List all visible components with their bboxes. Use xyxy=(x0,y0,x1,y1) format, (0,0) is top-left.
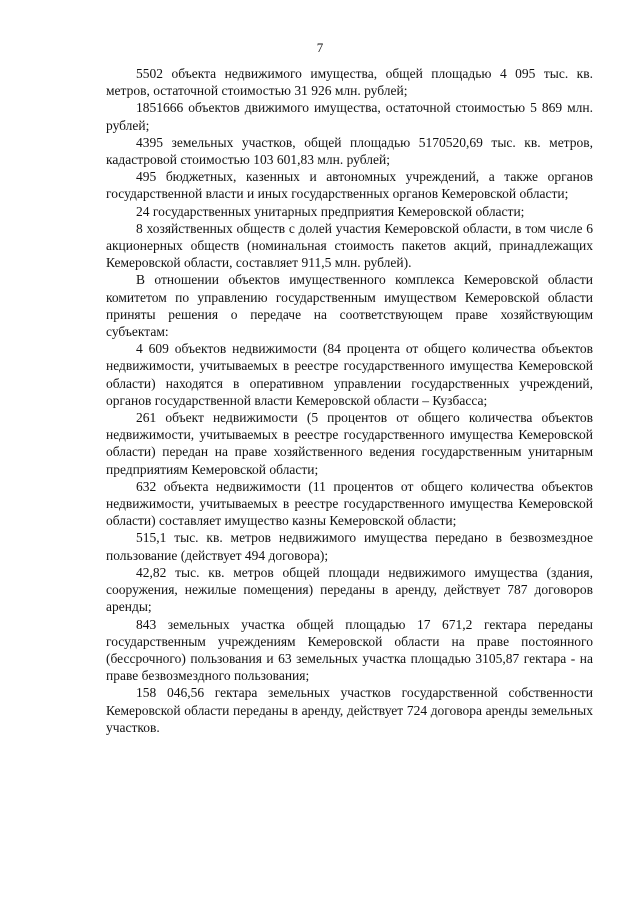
paragraph-operational-management: 4 609 объектов недвижимости (84 процента от общего количества объектов недвижимости, учитываемых в реестре государственного имущества Кемеровской области) находятся в оперативном управлении государственных учреждений, органов государственной власти Кемеровской области – Кузбасса; xyxy=(106,341,593,408)
paragraph-institutions: 495 бюджетных, казенных и автономных учреждений, а также органов государственной власти и иных государственных органов Кемеровской области; xyxy=(106,169,593,202)
page-number: 7 xyxy=(316,40,324,55)
paragraph-economic-management: 261 объект недвижимости (5 процентов от общего количества объектов недвижимости, учитываемых в реестре государственного имущества Кемеровской области) передан на праве хозяйственного ведения государственным унитарным предприятиям Кемеровской области; xyxy=(106,410,593,477)
paragraph-transfer-decisions: В отношении объектов имущественного комплекса Кемеровской области комитетом по управлению государственным имуществом Кемеровской области приняты решения о передаче на соответствующем праве хозяйствующим субъектам: xyxy=(106,272,593,340)
document-body xyxy=(106,65,593,736)
paragraph-movable-property: 1851666 объектов движимого имущества, остаточной стоимостью 5 869 млн. рублей; xyxy=(106,100,593,133)
paragraph-business-companies: 8 хозяйственных обществ с долей участия Кемеровской области, в том числе 6 акционерных обществ (номинальная стоимость пакетов акций, принадлежащих Кемеровской области, составляет 911,5 млн. рублей). xyxy=(106,220,593,271)
paragraph-land-lease: 158 046,56 гектара земельных участков государственной собственности Кемеровской области переданы в аренду, действует 724 договора аренды земельных участков. xyxy=(106,685,593,735)
paragraph-land-plots: 4395 земельных участков, общей площадью 5170520,69 тыс. кв. метров, кадастровой стоимостью 103 601,83 млн. рублей; xyxy=(106,134,593,168)
paragraph-real-estate-objects: 5502 объекта недвижимого имущества, общей площадью 4 095 тыс. кв. метров, остаточной стоимостью 31 926 млн. рублей; xyxy=(106,66,593,99)
paragraph-lease: 42,82 тыс. кв. метров общей площади недвижимого имущества (здания, сооружения, нежилые помещения) переданы в аренду, действует 787 договоров аренды; xyxy=(106,564,593,615)
paragraph-unitary-enterprises: 24 государственных унитарных предприятия Кемеровской области; xyxy=(136,203,525,219)
paragraph-treasury-property: 632 объекта недвижимости (11 процентов от общего количества объектов недвижимости, учитываемых в реестре государственного имущества Кемеровской области) составляет имущество казны Кемеровской области; xyxy=(106,478,593,529)
paragraph-free-use: 515,1 тыс. кв. метров недвижимого имущества передано в безвозмездное пользование (действует 494 договора); xyxy=(106,530,593,563)
paragraph-land-permanent-use: 843 земельных участка общей площадью 17 671,2 гектара переданы государственным учреждениям Кемеровской области на праве постоянного (бессрочного) пользования и 63 земельных участка площадью 3105,87 гектара - на праве безвозмездного пользования; xyxy=(106,616,593,684)
